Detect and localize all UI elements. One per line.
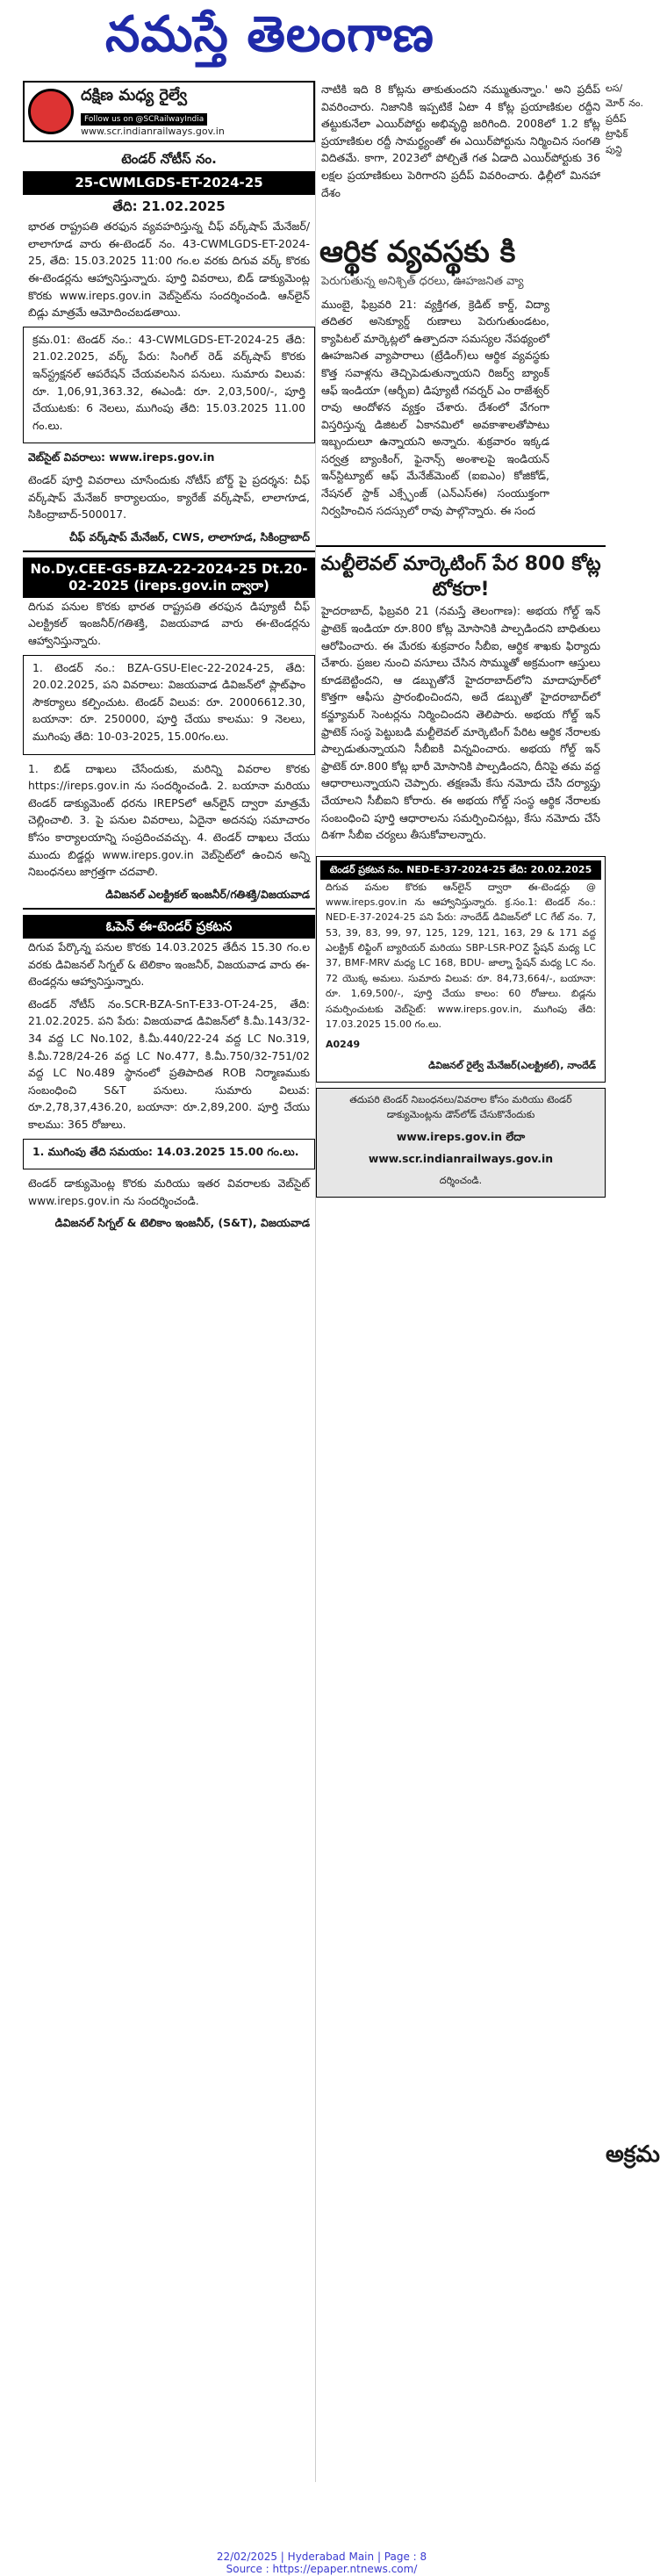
notice2-code: No.Dy.CEE-GS-BZA-22-2024-25 Dt.20-02-2025 (ireps.gov.in ద్వారా) (23, 558, 315, 598)
notice2-notes: 1. బిడ్ దాఖలు చేసేందుకు, మరిన్ని వివరాల కొరకు https://ireps.gov.in ను సందర్శించండి. 2. బయానా మరియు టెండర్ డాక్యుమెంట్ ధరను IREPSలో ఆన్‌లైన్ ద్వారా మాత్రమే చెల్లించాలి. 3. పై పనుల వివరాలు, ఏదైనా అదనపు సమాచారం కోసం కార్యాలయాన్ని సంప్రదించవచ్చు. 4. టెండర్ దాఖలు చేయు ముందు బిడ్డర్లు www.ireps.gov.in వెబ్‌సైట్‌లో ఉంచిన అన్ని నిబంధనలు జాగ్రత్తగా చదవాలి. (28, 761, 310, 879)
ireps-ad-web2[interactable]: www.scr.indianrailways.gov.in (368, 1152, 554, 1166)
notice1-signature: చీఫ్ వర్క్‌షాప్ మేనేజర్, CWS, లాలాగూడ, సికింద్రాబాద్ (68, 529, 310, 543)
economy-kicker: పెరుగుతున్న అనిశ్చిత్ ధరలు, ఊహజనిత వ్యా (321, 274, 524, 288)
footer-date-line: 22/02/2025 | Hyderabad Main | Page : 8 (216, 2551, 427, 2563)
nanded-tender-signature: డివిజనల్ రైల్వే మేనేజర్(ఎలక్ట్రికల్), నాందేడ్ (428, 1059, 596, 1071)
railway-emblem-icon (28, 89, 74, 134)
railway-follow: Follow us on @SCRailwayIndia (81, 113, 207, 126)
ireps-ad-web1[interactable]: www.ireps.gov.in లేదా (396, 1129, 526, 1143)
right-column-cropped (606, 81, 660, 2482)
left-column (23, 81, 316, 2482)
notice2-signature: డివిజనల్ ఎలక్ట్రికల్ ఇంజనీర్/గతిశక్తి/విజయవాడ (105, 887, 310, 901)
notice1-date: తేది: 21.02.2025 (112, 198, 226, 214)
right-headline-fragment: అక్రమ (606, 2141, 660, 2168)
notice3-signature: డివిజనల్ సిగ్నల్ & టెలికాం ఇంజనీర్, (S&T), విజయవాడ (54, 1216, 310, 1230)
mlm-story: హైదరాబాద్, ఫిబ్రవరి 21 (నమస్తే తెలంగాణ): అభయ గోల్డ్ ఇన్ ఫ్రాటెక్ ఇండియా రూ.800 కోట్ల మోసానికి పాల్పడిందని బాధితులు ఆరోపించారు. ఈ మేరకు శుక్రవారం సీబీఐ, ఆర్థిక శాఖకు ఫిర్యాదు చేశారు. ప్రజల నుంచి వసూలు చేసిన సొమ్ముతో అక్రమంగా ఆస్తులు కూడబెట్టిందని, ఆ డబ్బుతోనే హైదరాబాద్‌లోని మాదాపూర్‌లో కొత్తగా ఆఫీసు ప్రారంభించిందని, అదే డబ్బుతో హైదరాబాద్‌లో కన్జ్యూమర్ సెంటర్లను నిర్మించిందని తెలిపారు. అభయ గోల్డ్ ఇన్ ఫ్రాటెక్ సంస్థ పెట్టుబడి మల్టీలెవల్ మార్కెటింగ్ పేరిట ఆర్థిక నేరాలకు పాల్పడుతున్నాయని సీబీఐకి విన్నవించారు. అభయ గోల్డ్ ఇన్ ఫ్రాటెక్ రూ.800 కోట్ల భారీ మోసానికి పాల్పడిందని, దీనిపై తమ వద్ద ఆధారాలున్నాయని చెప్పారు. తక్షణమే కేసు నమోదు చేసి దర్యాప్తు చేయాలని సీబీఐని కోరారు. ఈ అభయ గోల్డ్ సంస్థ ఆర్థిక నేరాలకు సంబంధించి పూర్తి ఆధారాలను సమర్పించినట్లు, కేసు నమోదు చేసే దిశగా సీబీఐ చర్యలు తీసుకోవాలన్నారు. (321, 604, 600, 842)
notice2-item: 1. టెండర్ నం.: BZA-GSU-Elec-22-2024-25, తేది: 20.02.2025, పని వివరాలు: విజయవాడ డివిజన్‌లో ప్లాట్‌ఫాం సౌకర్యాలు కల్పించుట. టెండర్ విలువ: రూ. 20006612.30, బయానా: రూ. 250000, పూర్తి చేయు కాలము: 9 నెలలు, ముగింపు తేది: 10-03-2025, 15.00గం.లు. (32, 660, 305, 743)
notice3-close-date: 1. ముగింపు తేది సమయం: 14.03.2025 15.00 గం.లు. (32, 1144, 299, 1158)
notice1-code: 25-CWMLGDS-ET-2024-25 (23, 171, 315, 195)
nanded-tender-header: టెండర్ ప్రకటన నం. NED-E-37-2024-25 తేది: 20.02.2025 (320, 860, 601, 880)
ireps-ad-text: తదుపరి టెండర్ నిబంధనలు/వివరాల కోసం మరియు టెండర్ డాక్యుమెంట్లను డౌన్‌లోడ్ చేసుకొనేందుకు (349, 1094, 572, 1121)
notice1-heading: టెండర్ నోటీస్ నం. (121, 151, 217, 167)
railway-header (23, 81, 315, 142)
ireps-ad-box (316, 1088, 606, 1198)
economy-story: ముంబై, ఫిబ్రవరి 21: వ్యక్తిగత, క్రెడిట్ కార్డ్, విద్యా తదితర అసెక్యూర్డ్ రుణాలు పెరుగుతుండటం, క్యాపిటల్ మార్కెట్లలో ఉత్పాదనా సమస్యల నేపథ్యంలో ఊహజనిత వ్యాపారాలు (ట్రేడింగ్)లు ఆర్థిక వ్యవస్థకు కొత్త సవాళ్లను తెచ్చిపెడుతున్నాయని రిజర్వ్ బ్యాంక్ ఆఫ్ ఇండియా (ఆర్బీఐ) డిప్యూటీ గవర్నర్ ఎం రాజేశ్వర్ రావు ఆందోళన వ్యక్తం చేశారు. దేశంలో వేగంగా విస్తరిస్తున్న డిజిటల్ ఏకానమిలో అవకాశాలతోపాటు ఇబ్బందులూ ఉన్నాయని అన్నారు. శుక్రవారం ఇక్కడ సర్వత్ర బ్యాంకింగ్, ఫైనాన్స్ అంశాలపై ఇండియన్ ఇన్‌స్టిట్యూట్ ఆఫ్ మేనేజ్‌మెంట్ (ఐఐఎం) కోజికోడ్, నేషనల్ స్టాక్ ఎక్స్ఛేంజ్ (ఎన్‌ఎస్‌ఈ) సంయుక్తంగా నిర్వహించిన సదస్సులో రావు పాల్గొన్నారు. ఈ సంద (321, 297, 549, 517)
footer-source-link[interactable]: Source : https://epaper.ntnews.com/ (226, 2563, 418, 2575)
notice3-body: దిగువ పేర్కొన్న పనుల కొరకు 14.03.2025 తేదీన 15.30 గం.ల వరకు డివిజనల్ సిగ్నల్ & టెలికాం ఇంజనీర్, విజయవాడ వారు ఈ-టెండర్లను ఆహ్వానిస్తున్నారు. (28, 940, 310, 989)
railway-title: దక్షిణ మధ్య రైల్వే (81, 86, 188, 104)
page-footer (0, 2551, 643, 2576)
notice3-title: ఓపెన్ ఈ-టెండర్ ప్రకటన (23, 915, 315, 939)
newspaper-logo: నమస్తే తెలంగాణ (105, 5, 434, 63)
masthead (0, 0, 643, 74)
ireps-ad-end: దర్శించండి. (439, 1174, 483, 1186)
notice1-item: క్రమ.01: టెండర్ నం.: 43-CWMLGDS-ET-2024-25 తేది: 21.02.2025, వర్క్ పేరు: సింగిల్ రెడ్ వర్క్‌షాప్ కొరకు ఇన్‌స్ట్రక్షనల్ ఆపరేషన్ చేయవలసిన పనులు. సుమారు విలువ: రూ. 1,06,91,363.32, ఈఎండి: రూ. 2,03,500/-, పూర్తి చేయుటకు: 6 నెలలు, ముగింపు తేది: 15.03.2025 11.00 గం.లు. (32, 332, 305, 432)
notice3-footer: టెండర్ డాక్యుమెంట్ల కొరకు మరియు ఇతర వివరాలకు వెబ్‌సైట్ www.ireps.gov.in ను సందర్శించండి. (28, 1176, 310, 1207)
economy-headline: ఆర్థిక వ్యవస్థకు కి (319, 234, 516, 270)
notice1-contact: టెండర్ పూర్తి వివరాలు చూసేందుకు నోటీస్ బోర్డ్ పై ప్రదర్శన: చీఫ్ వర్క్‌షాప్ మేనేజర్ కార్యాలయం, క్యారేజ్ వర్క్‌షాప్, లాలాగూడ, సికింద్రాబాద్-500017. (28, 472, 310, 522)
nanded-tender-body: దిగువ పనుల కొరకు ఆన్‌లైన్ ద్వారా ఈ-టెండర్లు @ www.ireps.gov.in ను ఆహ్వానిస్తున్నారు. క్ర.సం.1: టెండర్ నం.: NED-E-37-2024-25 పని పేరు: నాందేడ్ డివిజన్‌లో LC గేట్ నం. 7, 53, 39, 83, 99, 97, 125, 129, 121, 163, 29 & 171 వద్ద ఎలక్ట్రిక్ లిఫ్టింగ్ బ్యారియర్ మరియు SBP-LSR-POZ స్టేషన్ మధ్య LC 37, BMF-MRV మధ్య LC 168, BDU- జాల్నా స్టేషన్ మధ్య LC నం. 72 యొక్క అమలు. సుమారు విలువ: రూ. 84,73,664/-, బయానా: రూ. 1,69,500/-, పూర్తి చేయు కాలం: 60 రోజులు. బిడ్లను సమర్పించుటకు వెబ్‌సైట్: www.ireps.gov.in, ముగింపు తేది: 17.03.2025 15.00 గం.లు. (326, 881, 596, 1030)
notice2-body: దిగువ పనుల కొరకు భారత రాష్ట్రపతి తరఫున డిప్యూటీ చీఫ్ ఎలక్ట్రికల్ ఇంజనీర్/గతిశక్తి, విజయవాడ వారు ఈ-టెండర్లను ఆహ్వానిస్తున్నారు. (28, 599, 310, 648)
notice3-item: టెండర్ నోటీస్ నం.SCR-BZA-SnT-E33-OT-24-25, తేది: 21.02.2025. పని పేరు: విజయవాడ డివిజన్‌లో కి.మీ.143/32-34 వద్ద LC No.102, కి.మీ.440/22-24 వద్ద LC No.319, కి.మీ.728/24-26 వద్ద LC No.477, కి.మీ.750/32-751/02 వద్ద LC No.489 స్థానంలో ప్రతిపాదిత ROB నిర్మాణముకు సంబంధించి S&T పనులు. సుమారు విలువ: రూ.2,78,37,436.20, బయానా: రూ.2,89,200. పూర్తి చేయు కాలము: 365 రోజులు. (28, 997, 310, 1132)
middle-column (316, 81, 606, 1203)
notice1-web[interactable]: వెబ్‌సైట్ వివరాలు: www.ireps.gov.in (28, 450, 215, 464)
railway-logo-block (25, 83, 313, 140)
nanded-tender-box (316, 856, 606, 1083)
right-top-fragment: లస/ మోర్ నం. ప్రదీప్ ట్రాఫిక్ పున్ది (606, 83, 643, 155)
nanded-tender-code: A0249 (326, 1039, 361, 1051)
airport-story-tail: నాటికి ఇది 8 కోట్లను తాకుతుందని నమ్ముతున్నాం.' అని ప్రదీప్ వివరించారు. నిజానికి ఇప్పటికే ఏటా 4 కోట్ల ప్రయాణికుల రద్దీని తట్టుకునేలా ఎయిర్‌పోర్టు అభివృద్ధి జరిగింది. 2008లో 1.2 కోట్ల ప్రయాణికుల రద్దీ సామర్థ్యంతో ఈ ఎయిర్‌పోర్టును నిర్మించిన సంగతి విదితమే. కాగా, 2023లో పోల్చితే గత ఏడాది ఎయిర్‌పోర్టుకు 36 లక్షల ప్రయాణికులు పెరిగారని ప్రదీప్ వివరించారు. ఢిల్లీలో మినహా దేశం (321, 83, 600, 199)
mlm-headline: మల్టీలెవల్ మార్కెటింగ్ పేర 800 కోట్ల టోకరా! (320, 553, 601, 601)
notice1-body: భారత రాష్ట్రపతి తరఫున వ్యవహరిస్తున్న చీఫ్ వర్క్‌షాప్ మేనేజర్/లాలాగూడ వారు ఈ-టెండర్ నం. 43-CWMLGDS-ET-2024-25, తేది: 15.03.2025 11:00 గం.ల వరకు దిగువ వర్క్ కొరకు ఈ-టెండర్లను ఆహ్వానిస్తున్నారు. పూర్తి వివరాలు, బిడ్ డాక్యుమెంట్ల కొరకు www.ireps.gov.in వెబ్‌సైట్‌ను సందర్శించండి. ఆన్‌లైన్ బిడ్లు మాత్రమే ఆమోదించబడతాయి. (28, 219, 310, 320)
railway-url[interactable]: www.scr.indianrailways.gov.in (81, 126, 225, 137)
